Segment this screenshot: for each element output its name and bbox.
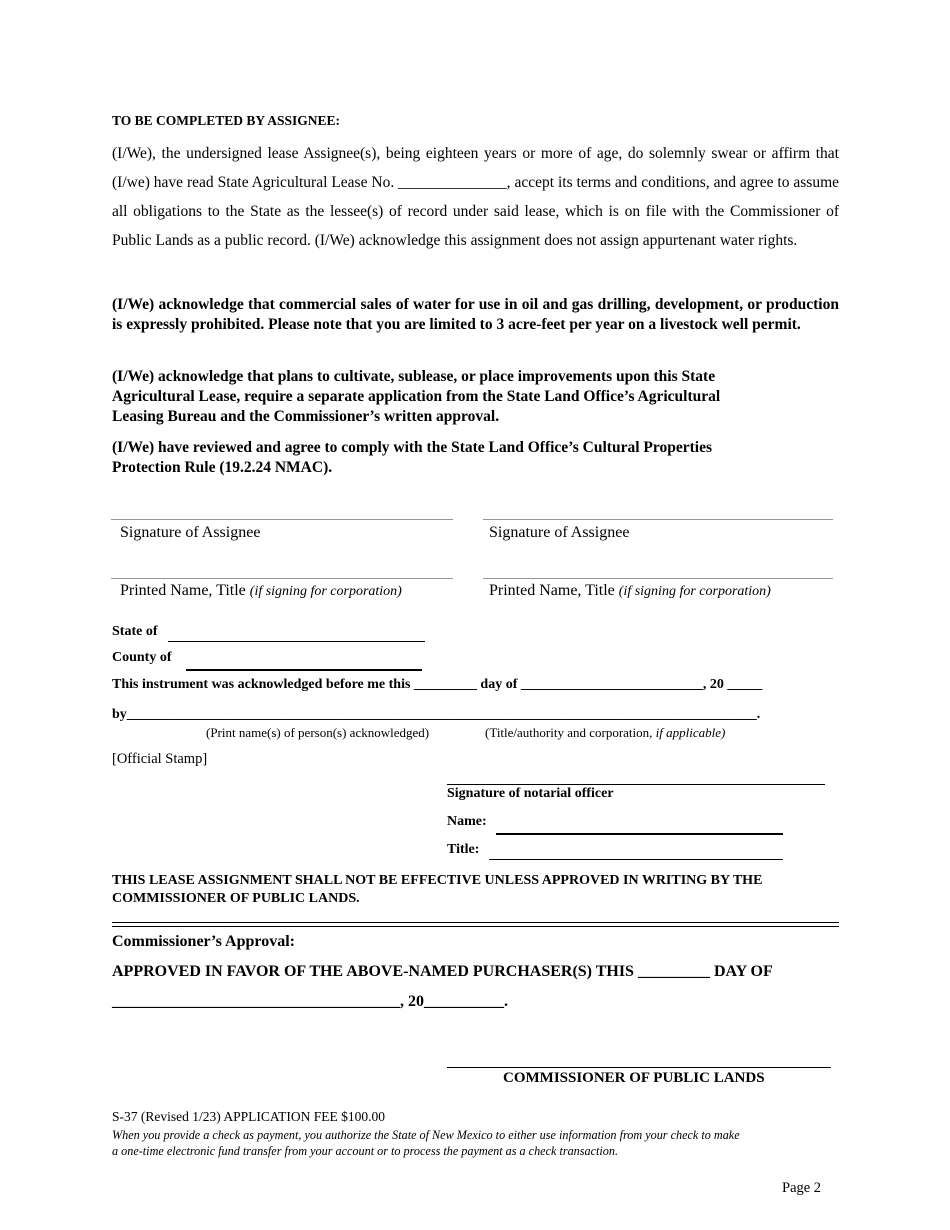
notarial-signature-line[interactable] [447, 784, 825, 785]
title-authority-note [485, 725, 725, 741]
check-notice-line-2: a one-time electronic fund transfer from your account or to process the payment as a check transaction. [112, 1144, 619, 1158]
print-names-note: (Print name(s) of person(s) acknowledged) [206, 725, 430, 740]
approval-line-2: ____________________________________, 20__________. [112, 993, 508, 1010]
form-id: S-37 (Revised 1/23) APPLICATION FEE $100.00 [112, 1109, 385, 1124]
printed-name-label-left [120, 582, 402, 600]
cultural-paragraph [112, 438, 839, 478]
oath-paragraph: (I/We), the undersigned lease Assignee(s), being eighteen years or more of age, do solemnly swear or affirm that (I/we) have read State Agricultural Lease No. ______________, accept its terms and conditions, and agree to assume all obligations to the State as the lessee(s) of record under said lease, which is on file with the Commissioner of Public Lands as a public record. (I/We) acknowledge this assignment does not assign appurtenant water rights. [112, 145, 839, 249]
notary-title-label: Title: [447, 842, 480, 857]
cultural-line-2: Protection Rule (19.2.24 NMAC). [112, 459, 333, 476]
county-of-field[interactable] [186, 669, 422, 671]
signature-line-left[interactable] [111, 519, 453, 520]
cultivate-line-3: Leasing Bureau and the Commissioner’s written approval. [112, 408, 500, 425]
notary-name-field[interactable] [496, 833, 783, 835]
cultivate-paragraph [112, 367, 839, 427]
printed-name-text-left: Printed Name, Title [120, 582, 246, 599]
divider-bottom [112, 926, 839, 927]
water-paragraph: (I/We) acknowledge that commercial sales of water for use in oil and gas drilling, development, or production is expressly prohibited. Please note that you are limited to 3 acre-feet per year on a livestock well permit. [112, 296, 839, 333]
printed-name-label-right [489, 582, 771, 600]
cultural-line-1: (I/We) have reviewed and agree to comply with the State Land Office’s Cultural Properties [112, 439, 712, 456]
printed-name-note-left: (if signing for corporation) [249, 584, 402, 599]
divider-top [112, 922, 839, 923]
check-notice-line-1: When you provide a check as payment, you authorize the State of New Mexico to either use information from your check to make [112, 1128, 740, 1142]
title-authority-plain: (Title/authority and corporation, [485, 725, 656, 740]
printed-name-line-right[interactable] [483, 578, 833, 579]
page-number: Page 2 [782, 1180, 822, 1196]
state-of-label: State of [112, 624, 158, 639]
printed-name-line-left[interactable] [111, 578, 453, 579]
printed-name-text-right: Printed Name, Title [489, 582, 615, 599]
official-stamp-label: [Official Stamp] [112, 751, 208, 767]
county-of-label: County of [112, 650, 172, 665]
effective-notice-line-2: COMMISSIONER OF PUBLIC LANDS. [112, 891, 360, 906]
approval-heading: Commissioner’s Approval: [112, 933, 295, 950]
commissioner-signature-line[interactable] [447, 1067, 831, 1068]
notary-title-field[interactable] [489, 859, 783, 860]
title-authority-italic: if applicable) [655, 725, 726, 740]
commissioner-label: COMMISSIONER OF PUBLIC LANDS [503, 1070, 765, 1086]
by-line: by__________________________________________________________________________________________. [112, 707, 761, 722]
signature-label-left: Signature of Assignee [120, 524, 261, 541]
acknowledged-line: This instrument was acknowledged before me this _________ day of __________________________, 20 _____ [112, 677, 763, 692]
notarial-signature-label: Signature of notarial officer [447, 786, 614, 801]
effective-notice-line-1: THIS LEASE ASSIGNMENT SHALL NOT BE EFFECTIVE UNLESS APPROVED IN WRITING BY THE [112, 873, 763, 888]
printed-name-note-right: (if signing for corporation) [618, 584, 771, 599]
signature-label-right: Signature of Assignee [489, 524, 630, 541]
check-notice [112, 1127, 740, 1159]
cultivate-line-1: (I/We) acknowledge that plans to cultivate, sublease, or place improvements upon this State [112, 368, 716, 385]
section-heading: TO BE COMPLETED BY ASSIGNEE: [112, 113, 341, 128]
notary-name-label: Name: [447, 814, 487, 829]
state-of-field[interactable] [168, 641, 425, 642]
effective-notice [112, 872, 762, 908]
approval-line-1: APPROVED IN FAVOR OF THE ABOVE-NAMED PURCHASER(S) THIS _________ DAY OF [112, 963, 773, 980]
cultivate-line-2: Agricultural Lease, require a separate application from the State Land Office’s Agricultural [112, 388, 721, 405]
signature-line-right[interactable] [483, 519, 833, 520]
